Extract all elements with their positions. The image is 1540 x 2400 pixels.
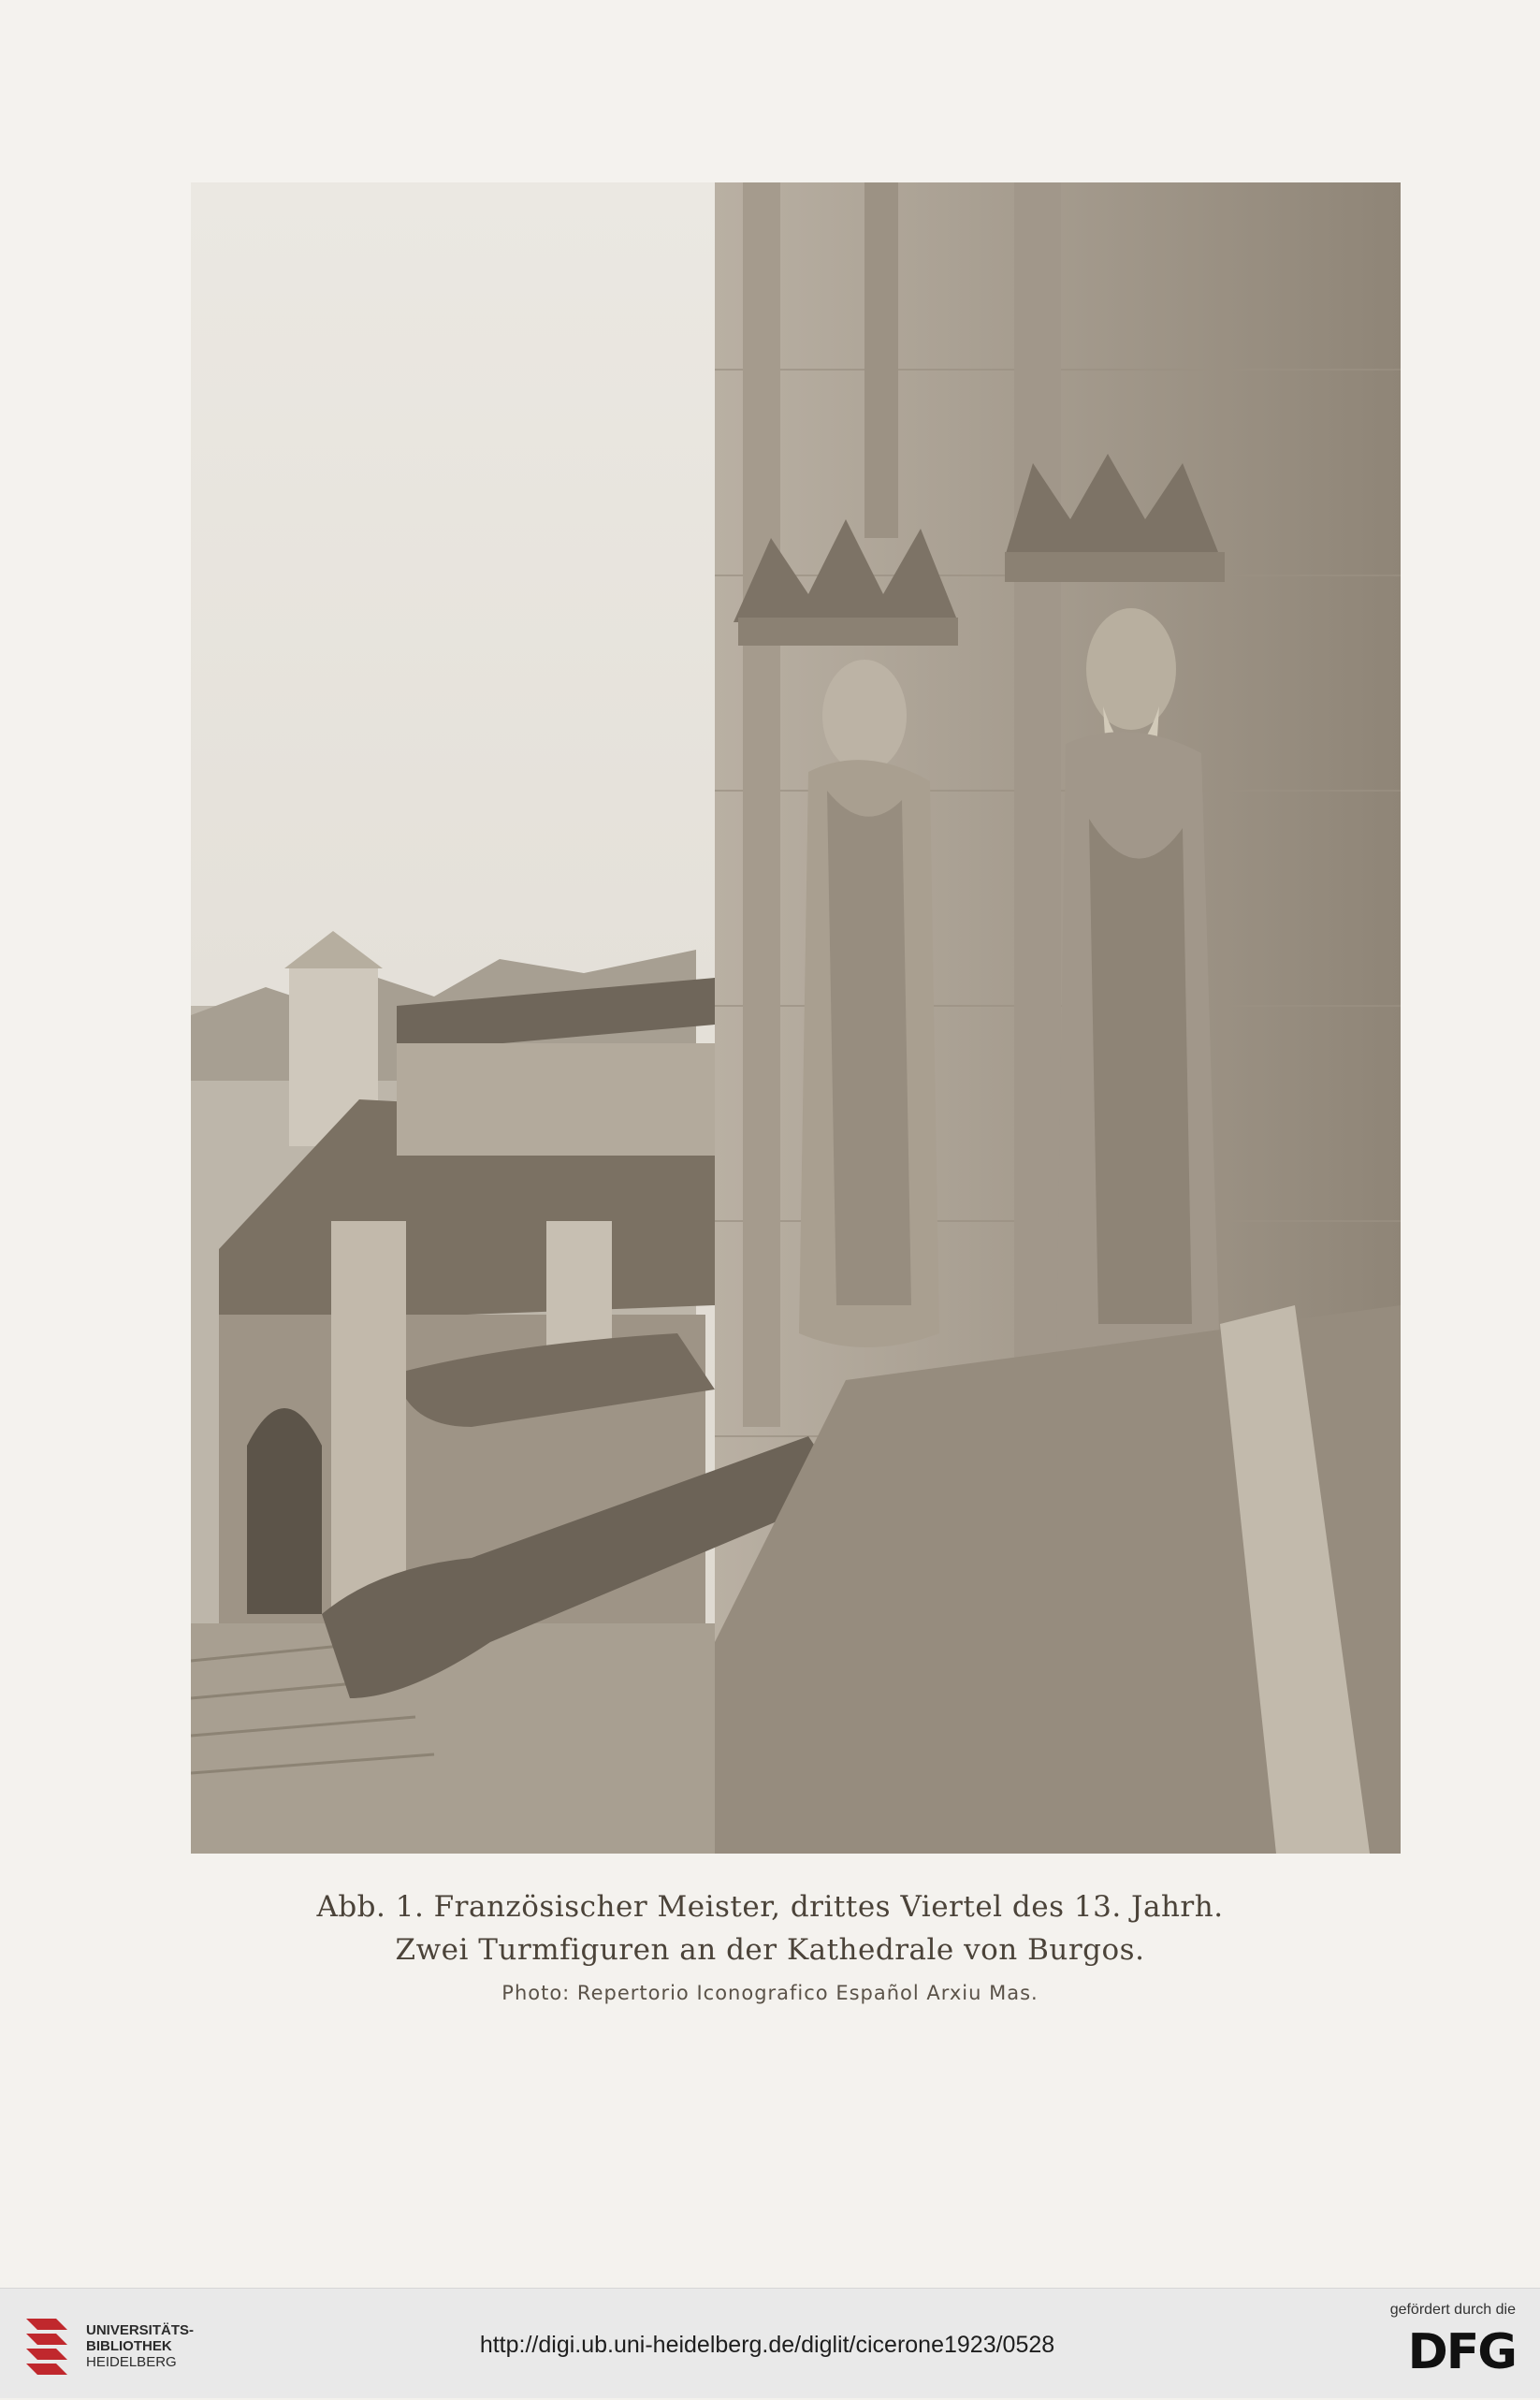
cathedral-photo-illustration [191, 182, 1401, 1854]
photo-plate [191, 182, 1401, 1854]
library-name [86, 2322, 194, 2370]
heidelberg-library-logo-icon [19, 2311, 75, 2378]
permalink-url[interactable]: http://digi.ub.uni-heidelberg.de/diglit/cicerone1923/0528 [479, 2332, 1055, 2358]
library-name-line3: HEIDELBERG [86, 2354, 177, 2370]
funder-label: gefördert durch die [1389, 2302, 1516, 2318]
library-logo[interactable] [19, 2311, 215, 2378]
photo-credit: Photo: Repertorio Iconografico Español Arxiu Mas. [501, 1982, 1039, 2004]
plate-caption-title: Abb. 1. Französischer Meister, drittes Viertel des 13. Jahrh. [316, 1890, 1224, 1924]
plate-caption-subtitle: Zwei Turmfiguren an der Kathedrale von Burgos. [395, 1933, 1145, 1967]
dfg-logo: DFG [1407, 2324, 1516, 2380]
viewer-footer [0, 2288, 1540, 2398]
funder-block[interactable] [1366, 2302, 1516, 2386]
library-name-line1: UNIVERSITÄTS- [86, 2322, 195, 2338]
library-name-line2: BIBLIOTHEK [86, 2338, 172, 2354]
